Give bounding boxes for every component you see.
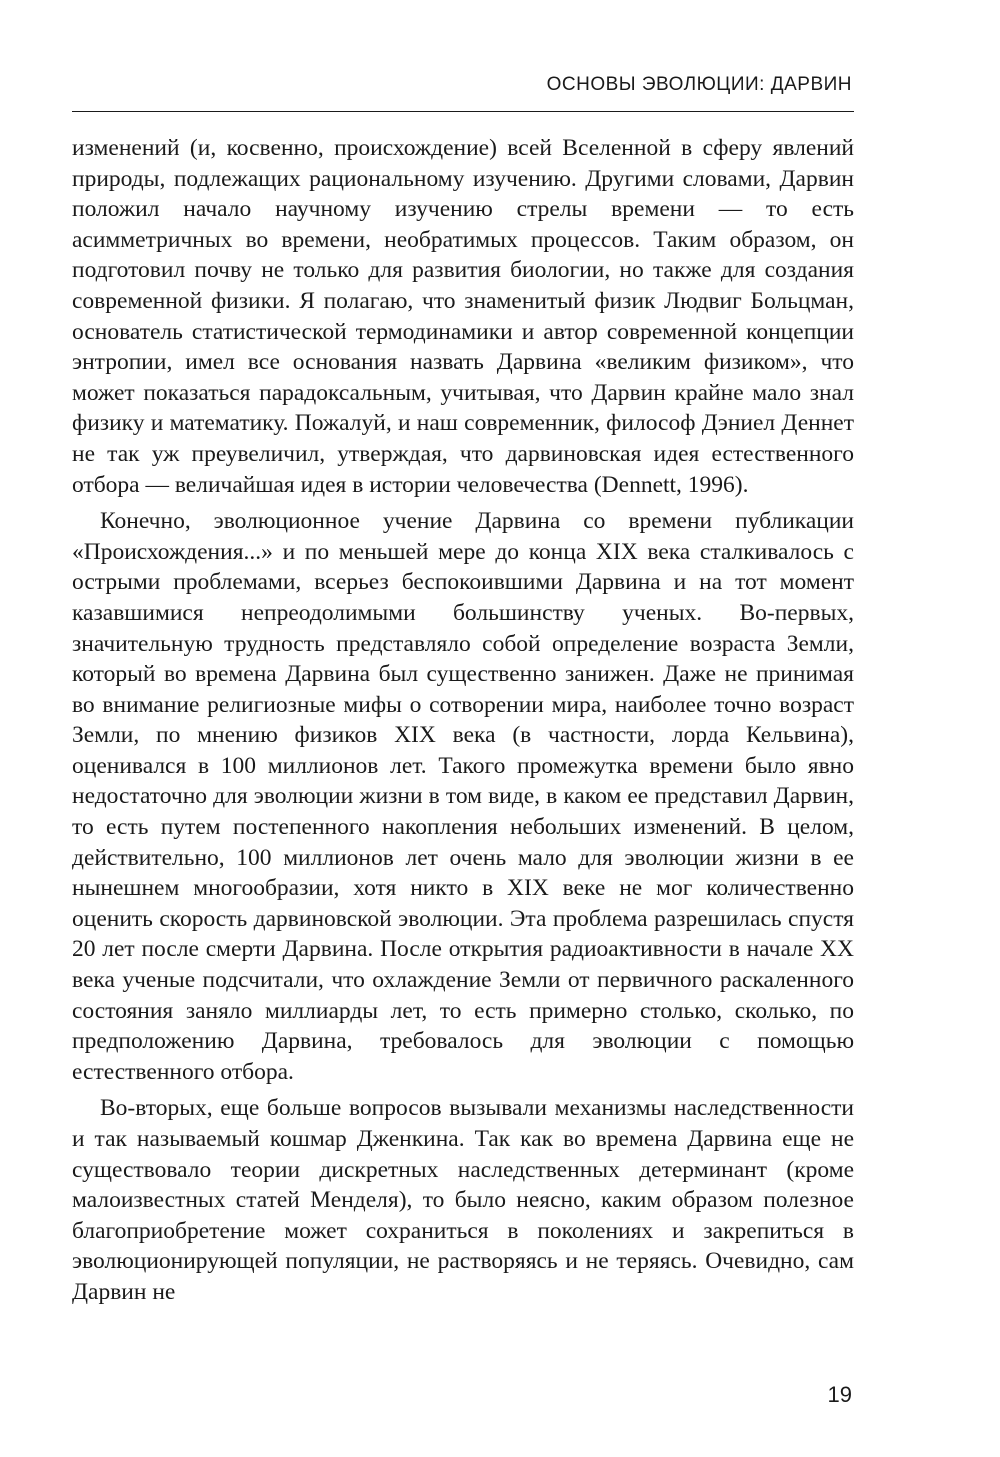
paragraph-heredity: Во-вторых, еще больше вопросов вызывали механизмы наследственности и так называемый кошмар Дженкина. Так как во времена Дарвина еще не существовало теории дискретных наследственных детерминант (кроме малоизвестных статей Менделя), то было неясно, каким образом полезное благоприобретение может сохраниться в поколениях и закрепиться в эволюционирующей популяции, не растворяясь и не теряясь. Очевидно, сам Дарвин не (72, 1095, 854, 1305)
running-header: ОСНОВЫ ЭВОЛЮЦИИ: ДАРВИН (546, 74, 852, 95)
paragraph-continuation: изменений (и, косвенно, происхождение) всей Вселенной в сферу явлений природы, подлежащих рациональному изучению. Другими словами, Дарвин положил начало научному изучению стрелы времени — то есть асимметричных во времени, необратимых процессов. Таким образом, он подготовил почву не только для развития биологии, но также для создания современной физики. Я полагаю, что знаменитый физик Людвиг Больцман, основатель статистической термодинамики и автор современной концепции энтропии, имел все основания назвать Дарвина «великим физиком», что может показаться парадоксальным, учитывая, что Дарвин крайне мало знал физику и математику. Пожалуй, и наш современник, философ Дэниел Деннет не так уж преувеличил, утверждая, что дарвиновская идея естественного отбора — величайшая идея в истории человечества (Dennett, 1996). (72, 135, 854, 498)
paragraph-darwin-problems: Конечно, эволюционное учение Дарвина со времени публикации «Происхождения...» и по меньшей мере до конца XIX века сталкивалось с острыми проблемами, всерьез беспокоившими Дарвина и на тот момент казавшимися непреодолимыми большинству ученых. Во-первых, значительную трудность представляло собой определение возраста Земли, который во времена Дарвина был существенно занижен. Даже не принимая во внимание религиозные мифы о сотворении мира, наиболее точно возраст Земли, по мнению физиков XIX века (в частности, лорда Кельвина), оценивался в 100 миллионов лет. Такого промежутка времени было явно недостаточно для эволюции жизни в том виде, в каком ее представил Дарвин, то есть путем постепенного накопления небольших изменений. В целом, действительно, 100 миллионов лет очень мало для эволюции жизни в ее нынешнем многообразии, хотя никто в XIX веке не мог количественно оценить скорость дарвиновской эволюции. Эта проблема разрешилась спустя 20 лет после смерти Дарвина. После открытия радиоактивности в начале XX века ученые подсчитали, что охлаждение Земли от первичного раскаленного состояния заняло миллиарды лет, то есть примерно столько, сколько, по предположению Дарвина, требовалось для эволюции с помощью естественного отбора. (72, 508, 854, 1085)
header-rule (72, 111, 854, 112)
body-text (72, 133, 854, 1308)
page-number: 19 (827, 1382, 852, 1407)
